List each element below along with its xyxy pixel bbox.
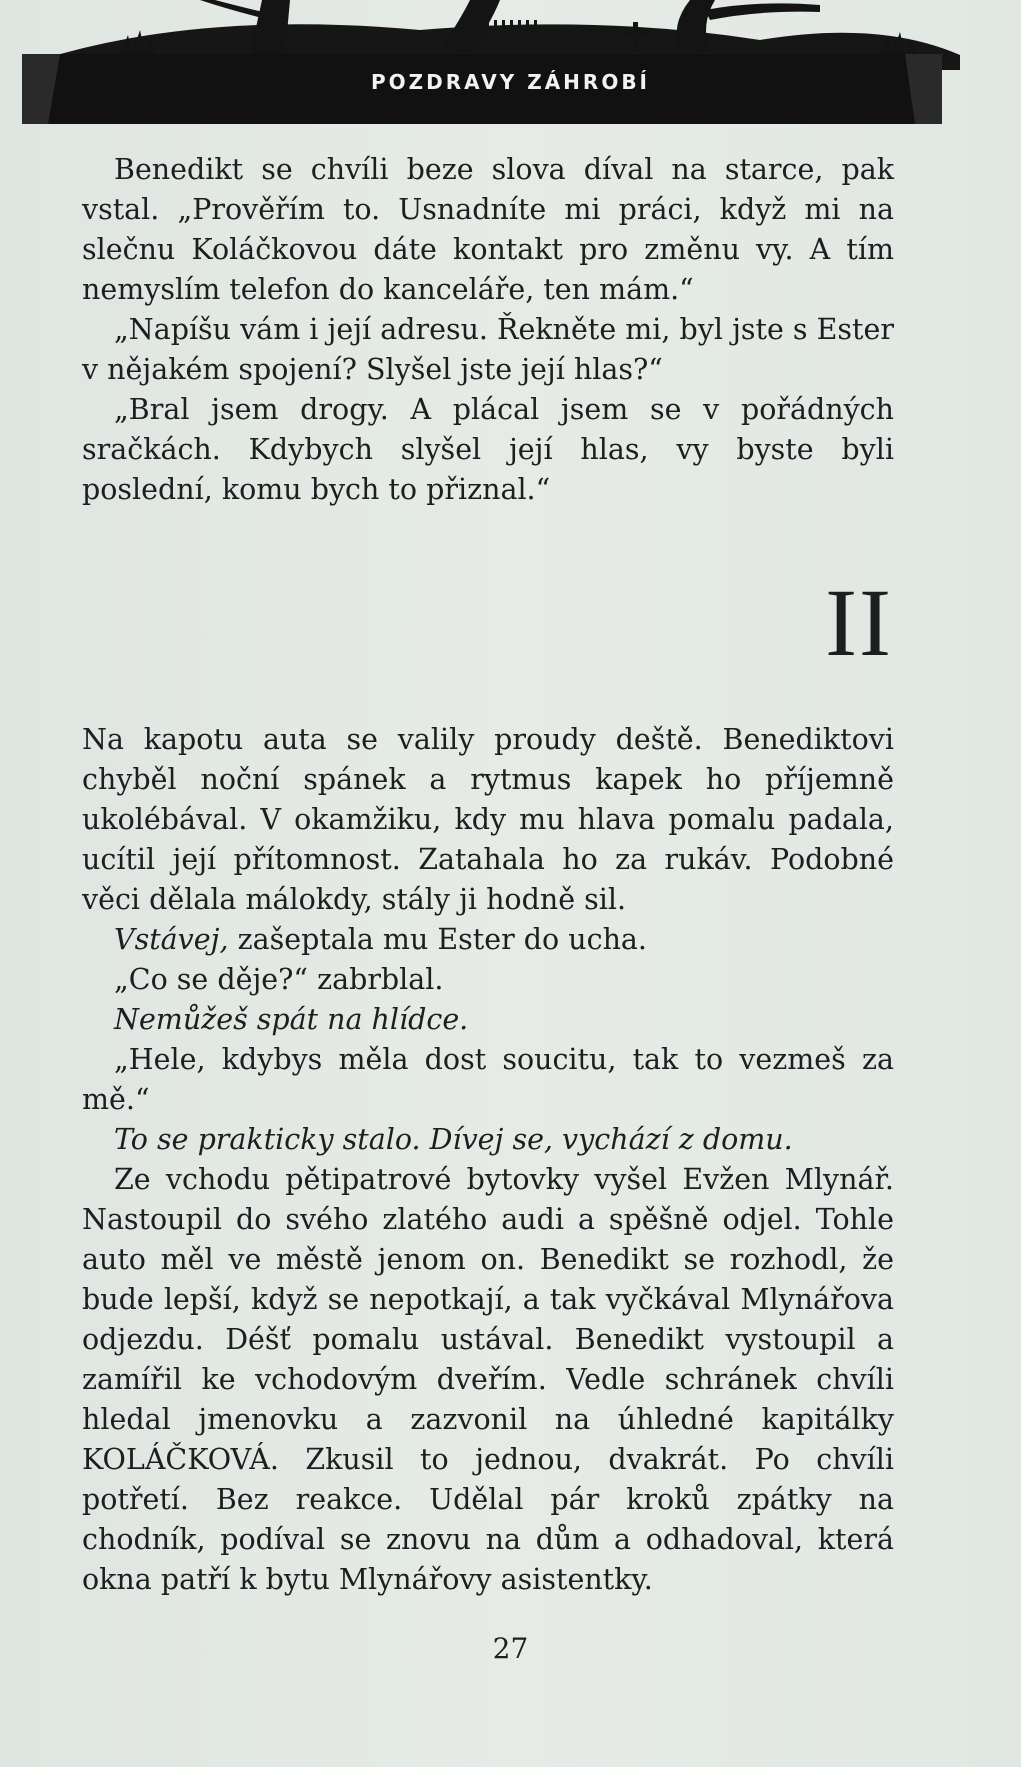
- chapter-number: II: [825, 569, 893, 676]
- paragraph: „Co se děje?“ zabrblal.: [114, 963, 444, 996]
- italic-phrase: Vstávej,: [114, 923, 229, 956]
- paragraph: [82, 920, 894, 960]
- text-section-1: [82, 150, 894, 510]
- paragraph: „Napíšu vám i její adresu. Řekněte mi, byl jste s Ester v nějakém spojení? Slyšel jste její hlas?“: [82, 313, 894, 386]
- text-section-2: [82, 720, 894, 1600]
- paragraph: „Hele, kdybys měla dost soucitu, tak to vezmeš za mě.“: [82, 1043, 894, 1116]
- page-number: 27: [492, 1632, 529, 1665]
- running-head: POZDRAVY ZÁHROBÍ: [370, 70, 650, 94]
- paragraph: Benedikt se chvíli beze slova díval na starce, pak vstal. „Prověřím to. Usnadníte mi práci, když mi na slečnu Koláčkovou dáte kontakt pro změnu vy. A tím nemyslím telefon do kanceláře, ten mám.“: [82, 153, 894, 306]
- tree-left: [250, 0, 290, 55]
- tree-right-branch: [705, 3, 820, 20]
- paragraph-italic: To se prakticky stalo. Dívej se, vychází z domu.: [114, 1123, 793, 1156]
- grass-left: [120, 30, 156, 55]
- paragraph: Ze vchodu pětipatrové bytovky vyšel Evžen Mlynář. Nastoupil do svého zlatého audi a spěšně odjel. Tohle auto měl ve městě jenom on. Benedikt se rozhodl, že bude lepší, když se nepotkají, a tak vyčkával Mlynářova odjezdu. Déšť pomalu ustával. Benedikt vystoupil a zamířil ke vchodovým dveřím. Vedle schránek chvíli hledal jmenovku a zazvonil na úhledné kapitálky KOLÁČKOVÁ. Zkusil to jednou, dvakrát. Po chvíli potřetí. Bez reakce. Udělal pár kroků zpátky na chodník, podíval se znovu na dům a odhadoval, která okna patří k bytu Mlynářovy asistentky.: [82, 1163, 894, 1596]
- paragraph: Na kapotu auta se valily proudy deště. Benediktovi chyběl noční spánek a rytmus kapek ho příjemně ukolébával. V okamžiku, kdy mu hlava pomalu padala, ucítil její přítomnost. Zatahala ho za rukáv. Podobné věci dělala málokdy, stály ji hodně sil.: [82, 723, 894, 916]
- paragraph: „Bral jsem drogy. A plácal jsem se v pořádných sračkách. Kdybych slyšel její hlas, vy byste byli poslední, komu bych to přiznal.“: [82, 393, 894, 506]
- paragraph-rest: zašeptala mu Ester do ucha.: [228, 923, 647, 956]
- paragraph-italic: Nemůžeš spát na hlídce.: [114, 1003, 469, 1036]
